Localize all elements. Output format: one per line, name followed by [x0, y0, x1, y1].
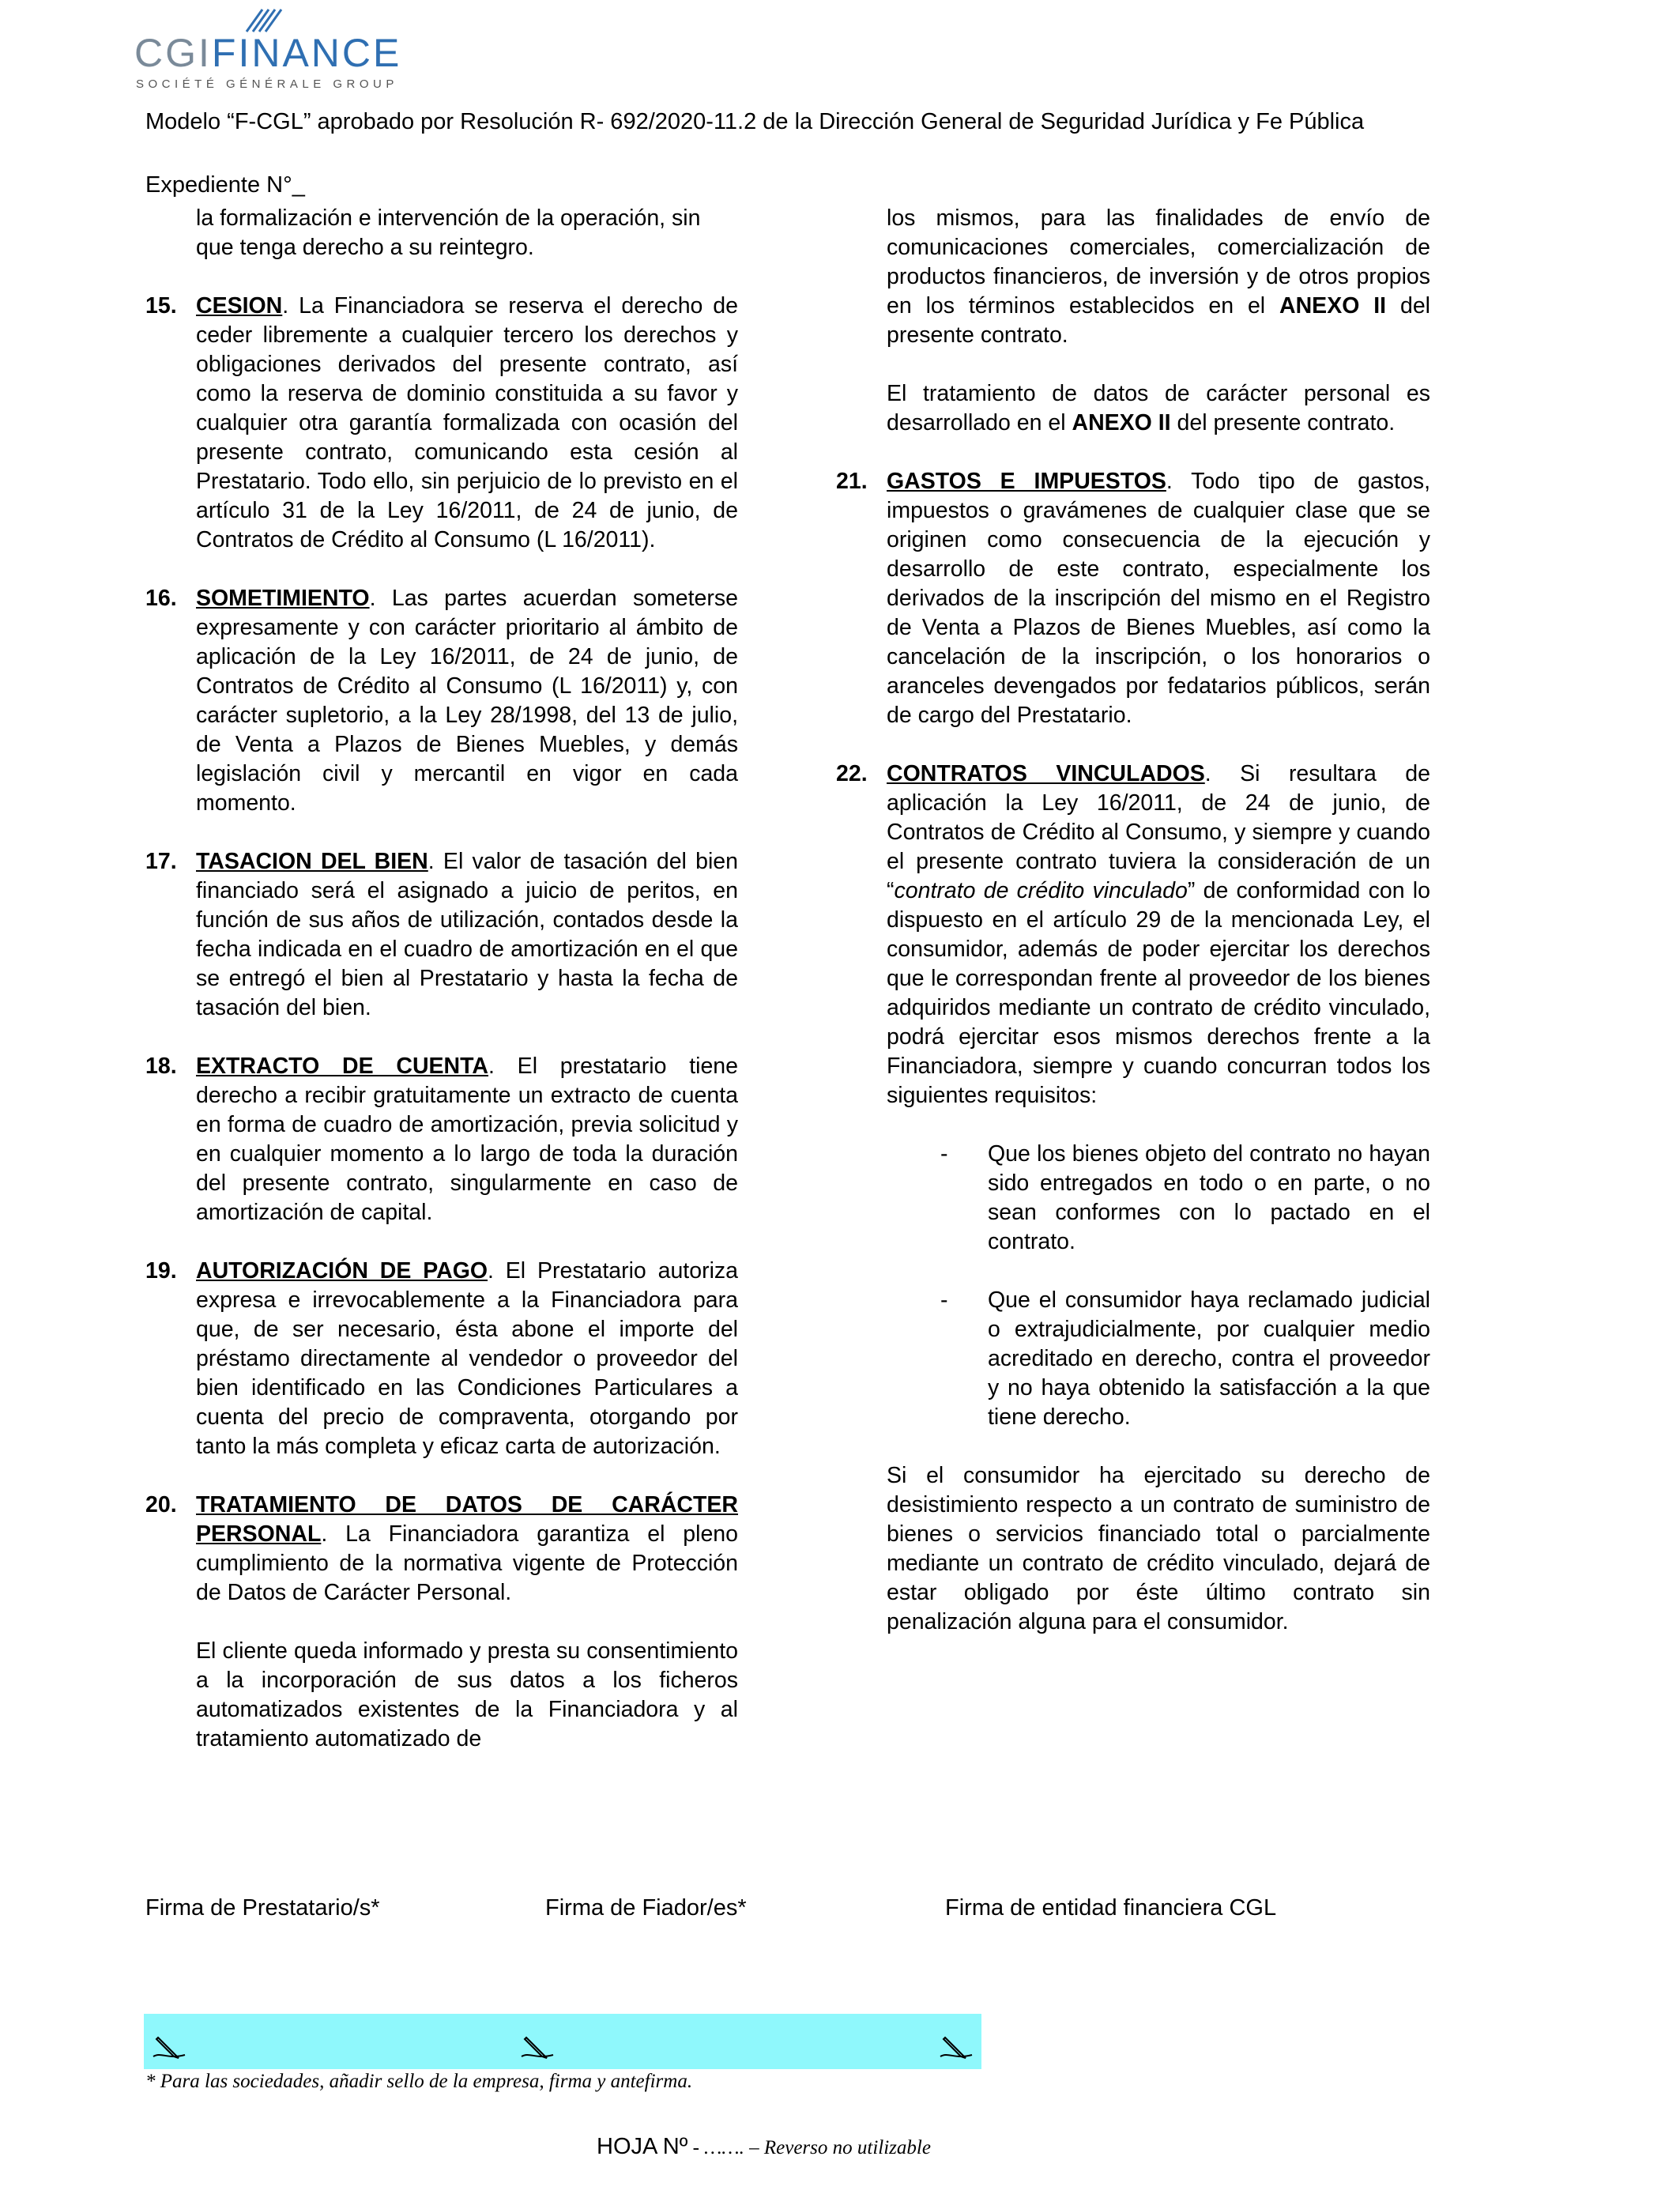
- company-logo: [133, 5, 401, 92]
- requirement-text: Que los bienes objeto del contrato no hayan sido entregados en todo o en parte, o no sean conformes con lo pactado en el contrato.: [988, 1141, 1430, 1254]
- signature-pen-icon: [518, 2033, 556, 2061]
- clause-number: 21.: [836, 469, 868, 494]
- clause-text: . Si resultara de aplicación la Ley 16/2011, de 24 de junio, de Contratos de Crédito al Consumo, y siempre y cuando el presente contrato tuviera la consideración de un “: [887, 761, 1430, 903]
- clause-15: [145, 292, 738, 555]
- annex-reference: ANEXO II: [1072, 410, 1171, 435]
- logo-group: SOCIÉTÉ GÉNÉRALE GROUP: [136, 77, 398, 91]
- annex-reference: ANEXO II: [1279, 293, 1387, 319]
- signature-box[interactable]: [144, 2014, 981, 2069]
- logo-wordmark: [134, 30, 401, 76]
- continued-text: la formalización e intervención de la operación, sin que tenga derecho a su reintegro.: [196, 205, 701, 260]
- left-column: [145, 204, 738, 1783]
- text-run: del presente contrato.: [887, 293, 1431, 348]
- requirement-item: [836, 1286, 1430, 1432]
- clause-title: EXTRACTO DE CUENTA: [196, 1054, 488, 1079]
- clause-16: [145, 584, 738, 818]
- text-run: El tratamiento de datos de carácter personal es desarrollado en el: [887, 381, 1430, 435]
- clause-22: [836, 760, 1430, 1110]
- signature-pen-icon: [937, 2033, 975, 2061]
- clause-title: TRATAMIENTO DE DATOS DE CARÁCTER PERSONAL: [196, 1492, 738, 1547]
- clause-text: . El prestatario tiene derecho a recibir gratuitamente un extracto de cuenta en forma de cuadro de amortización, previa solicitud y en cualquier momento a lo largo de toda la duración del presente contrato, singularmente en caso de amortización de capital.: [196, 1054, 739, 1225]
- clause-17: [145, 847, 738, 1023]
- clause-21: [836, 467, 1430, 730]
- clause-number: 22.: [836, 761, 868, 786]
- dash-marker: -: [940, 1141, 948, 1167]
- logo-cgi: CGI: [134, 31, 212, 75]
- dash-marker: -: [940, 1287, 948, 1313]
- continued-text: [836, 204, 1430, 350]
- right-column: [836, 204, 1430, 1666]
- signature-pen-icon: [150, 2033, 188, 2061]
- clause-title: AUTORIZACIÓN DE PAGO: [196, 1258, 488, 1284]
- clause-20: [145, 1491, 738, 1754]
- clause-title: CONTRATOS VINCULADOS: [887, 761, 1205, 786]
- text-run: del presente contrato.: [1170, 410, 1396, 435]
- clause-18: [145, 1052, 738, 1227]
- clause-paragraph: El cliente queda informado y presta su consentimiento a la incorporación de sus datos a los ficheros automatizados existentes de la Financiadora y al tratamiento automatizado de: [196, 1638, 738, 1751]
- clause-text: . Todo tipo de gastos, impuestos o gravámenes de cualquier clase que se originen como consecuencia de la ejecución y desarrollo de este contrato, especialmente los derivados de la inscripción del mismo en el Registro de Venta a Plazos de Bienes Muebles, así como la cancelación de la inscripción, o los honorarios o aranceles devengados por fedatarios públicos, serán de cargo del Prestatario.: [887, 469, 1430, 728]
- expediente-field: Expediente N°_: [145, 172, 305, 198]
- signature-entity-label: Firma de entidad financiera CGL: [945, 1895, 1277, 1921]
- logo-finance: FINANCE: [211, 31, 402, 75]
- clause-number: 15.: [145, 293, 177, 319]
- requirement-text: Que el consumidor haya reclamado judicial o extrajudicialmente, por cualquier medio acreditado en derecho, contra el proveedor y no haya obtenido la satisfacción a la que tiene derecho.: [988, 1287, 1430, 1430]
- model-line: Modelo “F-CGL” aprobado por Resolución R- 692/2020-11.2 de la Dirección General de Seguridad Jurídica y Fe Pública: [145, 109, 1365, 134]
- sheet-note: - ……. – Reverso no utilizable: [687, 2137, 931, 2158]
- clause-title: GASTOS E IMPUESTOS: [887, 469, 1166, 494]
- final-paragraph: Si el consumidor ha ejercitado su derecho de desistimiento respecto a un contrato de suministro de bienes o servicios financiado total o parcialmente mediante un contrato de crédito vinculado, dejará de estar obligado por éste último contrato sin penalización alguna para el consumidor.: [887, 1463, 1430, 1634]
- sheet-number-label: HOJA Nº: [597, 2134, 688, 2159]
- clause-text: ” de conformidad con lo dispuesto en el artículo 29 de la mencionada Ley, el consumidor, además de poder ejercitar los derechos que le correspondan frente al proveedor de los bienes adquiridos mediante un contrato de crédito vinculado, podrá ejercitar esos mismos derechos frente a la Financiadora, siempre y cuando concurran todos los siguientes requisitos:: [887, 878, 1430, 1108]
- clause-text: . El valor de tasación del bien financiado será el asignado a juicio de peritos, en función de sus años de utilización, contados desde la fecha indicada en el cuadro de amortización en el que se entregó el bien al Prestatario y hasta la fecha de tasación del bien.: [196, 849, 739, 1020]
- clause-title: TASACION DEL BIEN: [196, 849, 428, 874]
- clause-number: 20.: [145, 1492, 177, 1517]
- page-footer: [597, 2134, 931, 2160]
- clause-number: 19.: [145, 1258, 177, 1284]
- requirement-item: [836, 1140, 1430, 1257]
- annex-paragraph: [836, 379, 1430, 438]
- clause-text: . La Financiadora se reserva el derecho de ceder libremente a cualquier tercero los derechos y obligaciones derivados del presente contrato, así como la reserva de dominio constituida a su favor y cualquier otra garantía formalizada con ocasión del presente contrato, comunicando esta cesión al Prestatario. Todo ello, sin perjuicio de lo previsto en el artículo 31 de la Ley 16/2011, de 24 de junio, de Contratos de Crédito al Consumo (L 16/2011).: [196, 293, 738, 552]
- clause-number: 18.: [145, 1054, 177, 1079]
- signature-guarantor-label: Firma de Fiador/es*: [545, 1895, 747, 1921]
- text-run: los mismos, para las finalidades de envío de comunicaciones comerciales, comercialización de productos financieros, de inversión y de otros propios en los términos establecidos en el: [887, 205, 1430, 319]
- clause-title: SOMETIMIENTO: [196, 586, 370, 611]
- signature-borrower-label: Firma de Prestatario/s*: [145, 1895, 380, 1921]
- clause-number: 16.: [145, 586, 177, 611]
- footnote: * Para las sociedades, añadir sello de la empresa, firma y antefirma.: [145, 2071, 693, 2092]
- clause-text: . El Prestatario autoriza expresa e irrevocablemente a la Financiadora para que, de ser necesario, ésta abone el importe del préstamo directamente al vendedor o proveedor del bien identificado en las Condiciones Particulares a cuenta del precio de compraventa, otorgando por tanto la más completa y eficaz carta de autorización.: [196, 1258, 739, 1459]
- clause-text: . Las partes acuerdan someterse expresamente y con carácter prioritario al ámbito de aplicación de la Ley 16/2011, de 24 de junio, de Contratos de Crédito al Consumo (L 16/2011) y, con carácter supletorio, a la Ley 28/1998, del 13 de julio, de Venta a Plazos de Bienes Muebles, y demás legislación civil y mercantil en vigor en cada momento.: [196, 586, 738, 816]
- clause-italic: contrato de crédito vinculado: [894, 878, 1188, 903]
- clause-19: [145, 1257, 738, 1461]
- clause-title: CESION: [196, 293, 283, 319]
- clause-number: 17.: [145, 849, 177, 874]
- clause-text: . La Financiadora garantiza el pleno cumplimiento de la normativa vigente de Protección de Datos de Carácter Personal.: [196, 1521, 738, 1605]
